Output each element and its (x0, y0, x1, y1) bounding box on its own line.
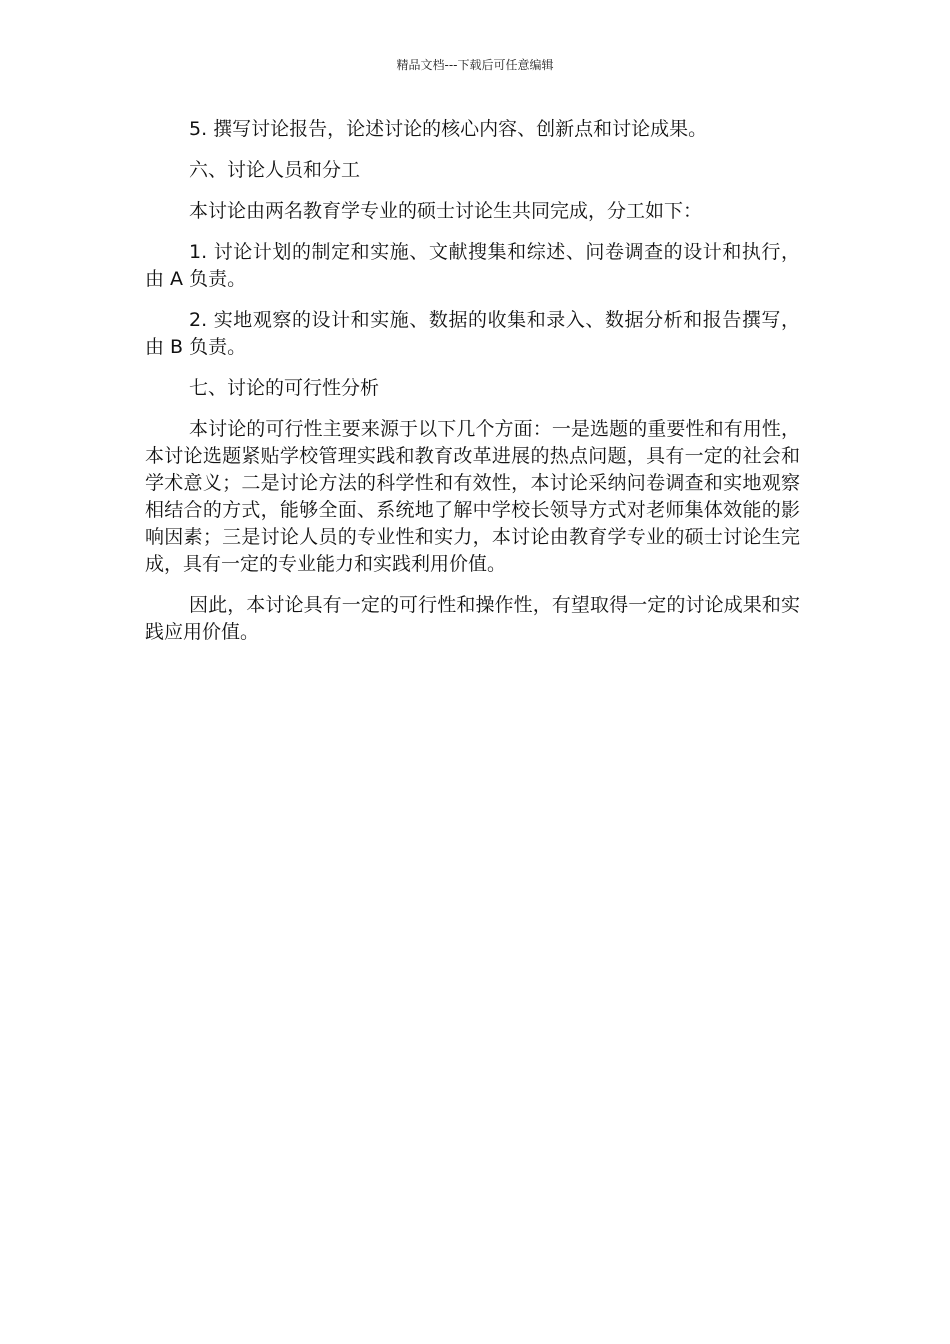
paragraph-duty-a: 1. 讨论计划的制定和实施、文献搜集和综述、问卷调查的设计和执行，由 A 负责。 (145, 241, 800, 290)
section-heading-feasibility: 七、讨论的可行性分析 (189, 377, 380, 399)
page-header: 精品文档---下载后可任意编辑 (396, 58, 554, 72)
paragraph-feasibility: 本讨论的可行性主要来源于以下几个方面：一是选题的重要性和有用性，本讨论选题紧贴学校管理实践和教育改革进展的热点问题，具有一定的社会和学术意义；二是讨论方法的科学性和有效性，本讨论采纳问卷调查和实地观察相结合的方式，能够全面、系统地了解中学校长领导方式对老师集体效能的影响因素；三是讨论人员的专业性和实力，本讨论由教育学专业的硕士讨论生完成，具有一定的专业能力和实践利用价值。 (145, 418, 800, 575)
paragraph-personnel-intro: 本讨论由两名教育学专业的硕士讨论生共同完成，分工如下： (189, 200, 703, 222)
document-body (145, 116, 800, 660)
paragraph-step-5: 5. 撰写讨论报告，论述讨论的核心内容、创新点和讨论成果。 (189, 118, 708, 140)
paragraph-conclusion: 因此，本讨论具有一定的可行性和操作性，有望取得一定的讨论成果和实践应用价值。 (145, 594, 800, 643)
section-heading-personnel: 六、讨论人员和分工 (189, 159, 361, 181)
paragraph-duty-b: 2. 实地观察的设计和实施、数据的收集和录入、数据分析和报告撰写，由 B 负责。 (145, 309, 800, 358)
